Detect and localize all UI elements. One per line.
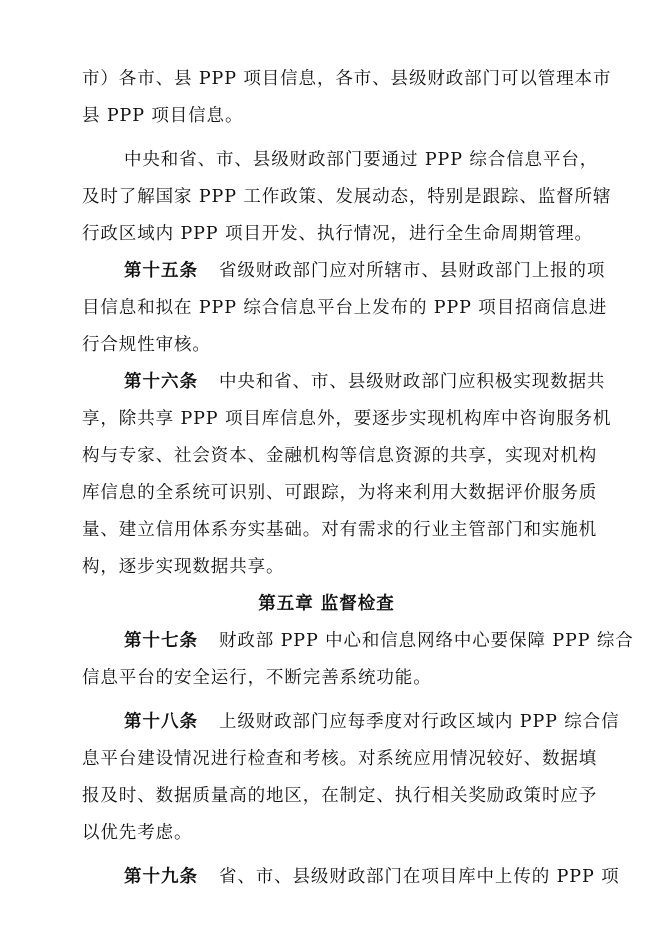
text-line: 中央和省、市、县级财政部门应积极实现数据共 [218,372,606,392]
text-line: 县 PPP 项目信息。 [82,106,244,126]
text-line: 信息平台的安全运行，不断完善系统功能。 [82,668,432,688]
chapter-heading: 第五章 监督检查 [258,594,395,614]
text-line: 中央和省、市、县级财政部门要通过 PPP 综合信息平台， [124,150,599,170]
text-line: 库信息的全系统可识别、可跟踪，为将来利用大数据评价服务质 [82,483,598,503]
paragraph-first-line [124,256,653,286]
article-number: 第十五条 [124,261,198,281]
paragraph-first-line [124,626,653,656]
text-line: 及时了解国家 PPP 工作政策、发展动态，特别是跟踪、监督所辖 [82,187,612,207]
text-line: 省级财政部门应对所辖市、县财政部门上报的项 [218,261,606,281]
text-line: 以优先考虑。 [82,823,193,843]
text-line: 享，除共享 PPP 项目库信息外，要逐步实现机构库中咨询服务机 [82,409,612,429]
article-number: 第十六条 [124,372,198,392]
article-number: 第十八条 [124,712,198,732]
text-line: 行合规性审核。 [82,335,211,355]
text-line: 行政区域内 PPP 项目开发、执行情况，进行全生命周期管理。 [82,224,593,244]
text-line: 市）各市、县 PPP 项目信息，各市、县级财政部门可以管理本市 [82,69,612,89]
text-line: 财政部 PPP 中心和信息网络中心要保障 PPP 综合 [218,631,634,651]
text-line: 构与专家、社会资本、金融机构等信息资源的共享，实现对机构 [82,446,598,466]
text-line: 报及时、数据质量高的地区，在制定、执行相关奖励政策时应予 [82,786,598,806]
text-line: 构，逐步实现数据共享。 [82,557,285,577]
text-line: 量、建立信用体系夯实基础。对有需求的行业主管部门和实施机 [82,520,598,540]
paragraph-first-line [124,367,653,397]
paragraph-first-line [124,862,653,892]
article-number: 第十七条 [124,631,198,651]
article-number: 第十九条 [124,867,198,887]
paragraph-first-line [124,707,653,737]
text-line: 上级财政部门应每季度对行政区域内 PPP 综合信 [218,712,620,732]
text-line: 省、市、县级财政部门在项目库中上传的 PPP 项 [218,867,620,887]
text-line: 息平台建设情况进行检查和考核。对系统应用情况较好、数据填 [82,749,598,769]
text-line: 目信息和拟在 PPP 综合信息平台上发布的 PPP 项目招商信息进 [82,298,608,318]
